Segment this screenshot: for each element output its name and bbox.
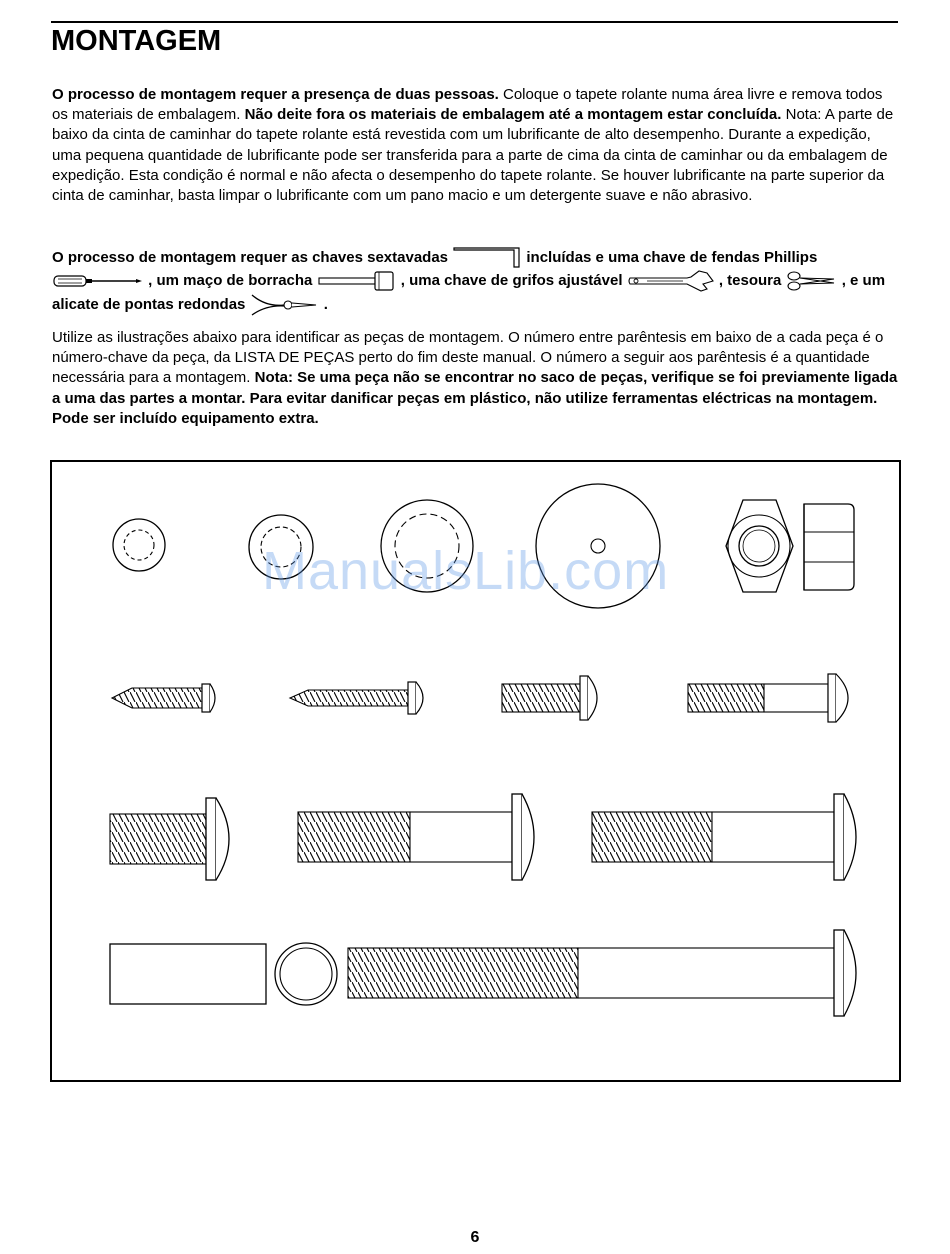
star-washer-small (113, 519, 165, 571)
tools-text-1: O processo de montagem requer as chaves sextavadas (52, 248, 449, 266)
watermark: ManualsLib.com (262, 541, 670, 601)
intro-text-1: Coloque o tapete rolante numa área livre e remova todos os materiais de embalagem. (52, 86, 883, 124)
rubber-mallet-icon (317, 270, 397, 292)
tools-text-5: , tesoura (714, 271, 782, 289)
extra-long-bolt (348, 930, 856, 1016)
tools-text-7: . (319, 295, 328, 313)
self-drilling-screw (290, 682, 423, 714)
tools-text-3: , um maço de borracha (144, 271, 313, 289)
bushing-ring (275, 943, 337, 1005)
instructions-text: Utilize as ilustrações abaixo para identificar as peças de montagem. O número entre parêntesis em baixo de a cada peça é o número-chave da peça, da LISTA DE PEÇAS perto do fim deste manual. O número a seguir aos parêntesis é a quantidade necessária para a montagem. (52, 329, 884, 387)
phillips-screwdriver-icon (52, 273, 144, 289)
button-bolt (110, 798, 229, 880)
page-title: MONTAGEM (51, 25, 222, 57)
page-number: 6 (470, 1229, 480, 1246)
adjustable-wrench-icon (627, 269, 715, 293)
tools-text-4: , uma chave de grifos ajustável (396, 271, 623, 289)
hex-nut (726, 500, 793, 592)
spacer-tube (110, 944, 266, 1004)
tapping-screw (112, 684, 215, 712)
nylon-lock-nut (804, 504, 854, 590)
intro-text-2: Nota: A parte de baixo da cinta de caminhar do tapete rolante está revestida com um lubrificante de alto desempenho. Durante a expedição, uma pequena quantidade de lubrificante pode ser transferida para a parte de cima da cinta de caminhar ou da embalagem de expedição. Esta condição é normal e não afecta o desempenho do tapete rolante. Se houver lubrificante na parte superior da cinta de caminhar, basta limpar o lubrificante com um pano macio e um detergente suave e não abrasivo. (52, 106, 894, 205)
tools-paragraph (52, 247, 900, 317)
long-button-bolt (298, 794, 534, 880)
hex-key-icon (452, 247, 522, 269)
instructions-paragraph (52, 328, 900, 429)
shoulder-button-bolt (688, 674, 848, 722)
intro-paragraph (52, 85, 900, 206)
scissors-icon (786, 271, 838, 291)
instructions-note: Nota: Se uma peça não se encontrar no saco de peças, verifique se foi previamente ligada a uma das partes a montar. Para evitar danificar peças em plástico, não utilize ferramentas eléctricas na montagem. Pode ser incluído equipamento extra. (52, 369, 898, 427)
needlenose-pliers-icon (250, 293, 320, 317)
tools-text-6: , e um alicate de pontas redondas (52, 271, 886, 313)
intro-bold-1: O processo de montagem requer a presença de duas pessoas. (52, 86, 499, 103)
long-shoulder-bolt (592, 794, 856, 880)
intro-bold-2: Não deite fora os materiais de embalagem até a montagem estar concluída. (244, 106, 782, 124)
header-rule (51, 21, 898, 23)
short-button-bolt (502, 676, 597, 720)
tools-text-2: incluídas e uma chave de fendas Phillips (522, 248, 818, 266)
